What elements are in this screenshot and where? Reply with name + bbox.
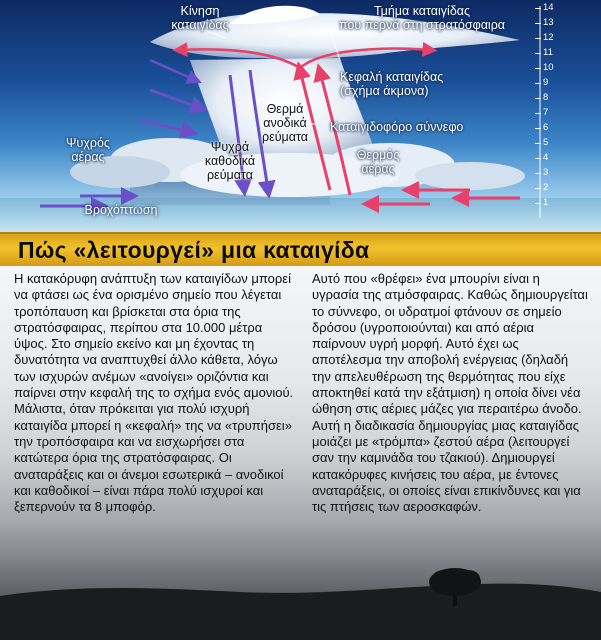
warm-air-label: Θερμός αέρας xyxy=(356,148,400,176)
altitude-tick: 8 xyxy=(543,92,549,103)
altitude-tick: 3 xyxy=(543,167,549,178)
rainfall-label: Βροχόπτωση xyxy=(84,203,158,217)
altitude-scale xyxy=(543,0,563,232)
altitude-tick: 14 xyxy=(543,2,554,13)
storm-motion-label: Κίνηση καταιγίδας xyxy=(171,4,229,32)
altitude-tick: 2 xyxy=(543,182,549,193)
anvil-head-label: Κεφαλή καταιγίδας (σχήμα άκμονα) xyxy=(340,70,444,98)
altitude-tick: 13 xyxy=(543,17,554,28)
warm-updrafts-label: Θερμά ανοδικά ρεύματα xyxy=(262,102,308,144)
body-column-left: Η κατακόρυφη ανάπτυξη των καταιγίδων μπορεί να φτάσει ως ένα ορισμένο σημείο που λέγεται τροπόπαυση και βρίσκεται στα όρια της στρατόσφαιρας, περίπου στα 10.000 μέτρα ύψος. Στο σημείο εκείνο και μη έχοντας τη δυνατότητα να αναπτυχθεί άλλο κάθετα, λόγω των ισχυρών ανέμων «ανοίγει» οριζόντια και παίρνει στην κεφαλή της το σχήμα ενός αμονιού. Μάλιστα, όταν πρόκειται για πολύ ισχυρή καταιγίδα μπορεί η «κεφαλή» της να «τρυπήσει» την τροπόσφαιρα και να εισχωρήσει στα κατώτερα όρια της στρατόσφαιρας. Οι αναταράξεις και οι άνεμοι εσωτερικά – ανοδικοί και καθοδικοί – είναι πάρα πολύ ισχυροί και ξεπερνούν τα 8 μποφόρ. xyxy=(14,271,294,515)
altitude-tick: 6 xyxy=(543,122,549,133)
cold-air-label: Ψυχρός αέρας xyxy=(66,136,110,164)
altitude-tick: 1 xyxy=(543,197,549,208)
cold-downdrafts-label: Ψυχρά καθοδικά ρεύματα xyxy=(204,140,256,182)
stratosphere-part-label: Τμήμα καταιγίδας που περνά στη στρατόσφαιρα xyxy=(338,4,506,32)
altitude-tick: 4 xyxy=(543,152,549,163)
altitude-tick: 7 xyxy=(543,107,549,118)
article-title: Πώς «λειτουργεί» μια καταιγίδα xyxy=(18,237,370,263)
body-column-right: Αυτό που «θρέφει» ένα μπουρίνι είναι η υγρασία της ατμόσφαιρας. Καθώς δημιουργείται το σύννεφο, οι υδρατμοί φτάνουν σε σημείο δρόσου (υγροποιούνται) και από αέρια παίρνουν υγρή μορφή. Αυτό έχει ως αποτέλεσμα την αποβολή ενέργειας (δηλαδή την απελευθέρωση της θερμότητας που είχε αποκτηθεί κατά την εξάτμιση) η οποία δίνει νέα ώθηση στις αέριες μάζες για περαιτέρω άνοδο. Αυτή η διαδικασία δημιουργίας μιας καταιγίδας μοιάζει με «τρόμπα» ζεστού αέρα (λειτουργεί σαν την καμινάδα του τζακιού). Δημιουργεί κατακόρυφες κινήσεις του αέρα, με έντονες αναταράξεις, οι οποίες είναι επικίνδυνες και για τις πτήσεις των αεροσκαφών. xyxy=(312,271,588,515)
title-band xyxy=(0,232,601,266)
altitude-tick: 5 xyxy=(543,137,549,148)
altitude-tick: 12 xyxy=(543,32,554,43)
altitude-tick: 11 xyxy=(543,47,553,58)
altitude-tick: 10 xyxy=(543,62,554,73)
storm-cloud-label: Καταιγιδοφόρο σύννεφο xyxy=(330,120,464,134)
altitude-tick: 9 xyxy=(543,77,549,88)
storm-diagram xyxy=(0,0,601,232)
